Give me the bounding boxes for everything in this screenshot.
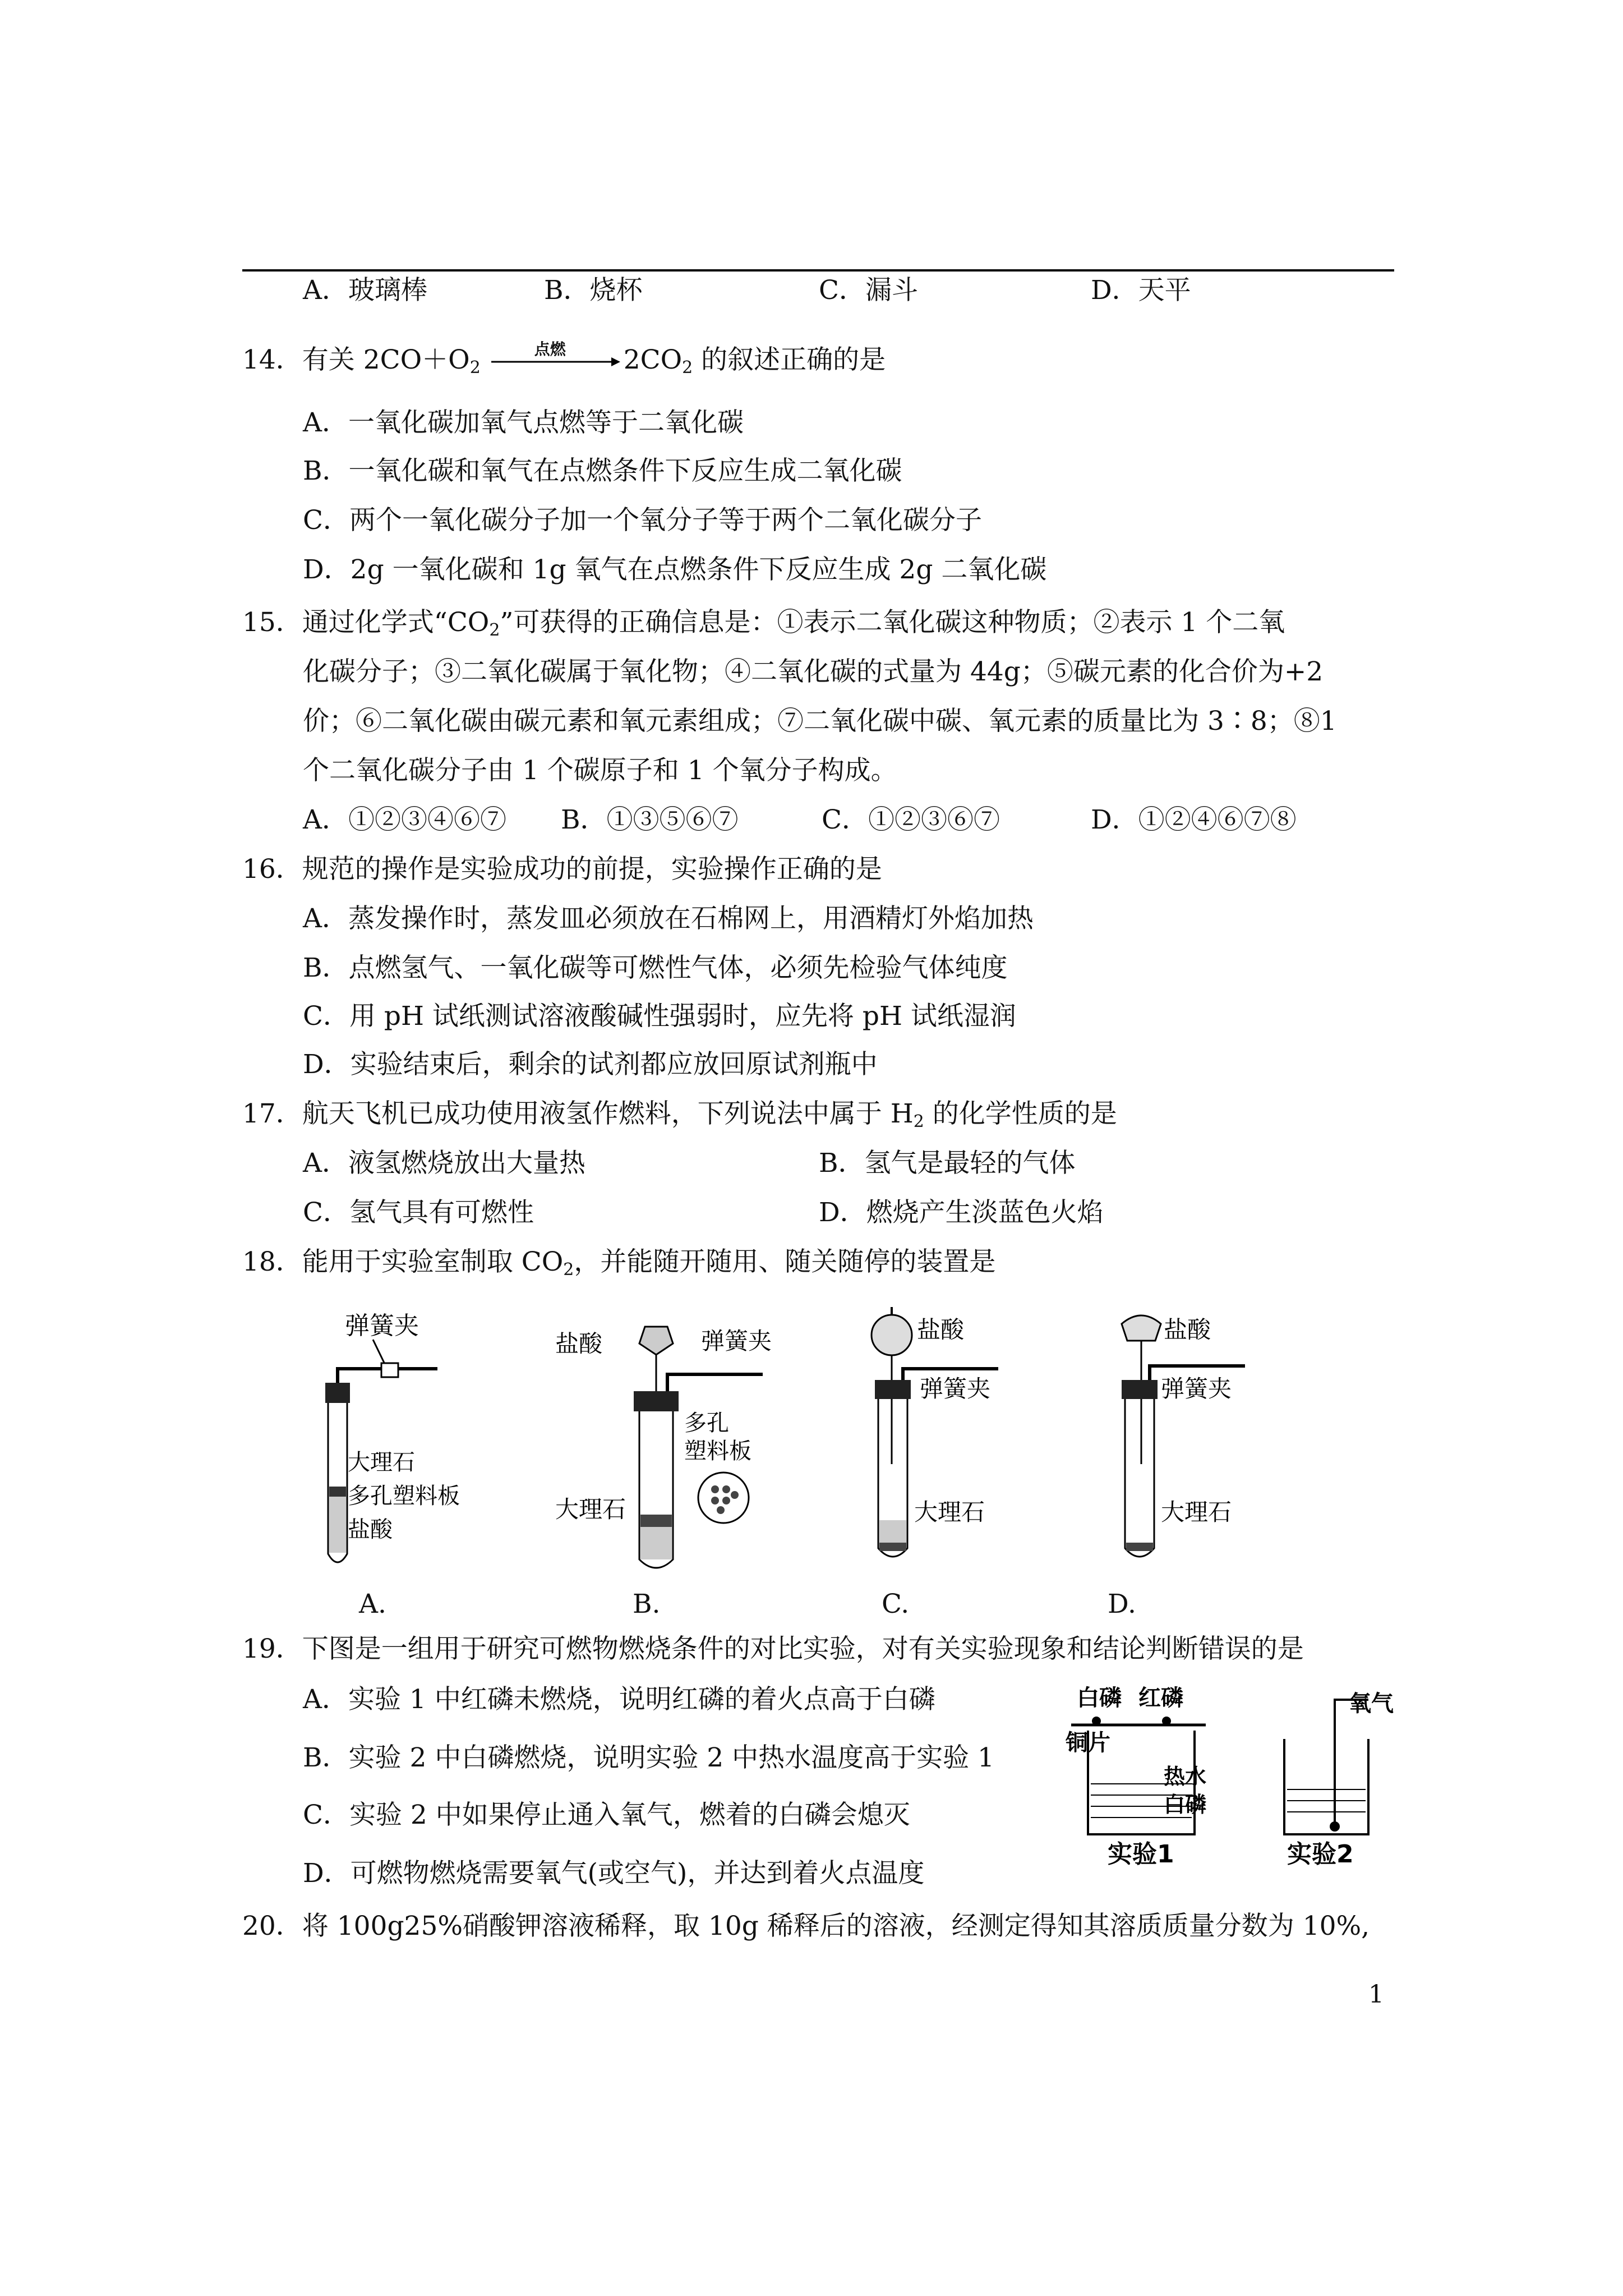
label-marble: 大理石	[1161, 1498, 1232, 1526]
q16-option-d: D．实验结束后，剩余的试剂都应放回原试剂瓶中	[303, 1049, 878, 1080]
label-clip: 弹簧夹	[920, 1375, 991, 1402]
q14-stem: 14．有关 $2CO+O_2$ 点燃 $2CO_2$ 的叙述正确的是	[242, 343, 886, 379]
apparatus-c-figure	[858, 1296, 1094, 1595]
label-acid: 盐酸	[1164, 1316, 1211, 1343]
q17-option-d: D．燃烧产生淡蓝色火焰	[819, 1197, 1104, 1228]
label-oxygen: 氧气	[1349, 1691, 1394, 1717]
apparatus-a-diagram	[292, 1301, 527, 1593]
q19-option-c: C．实验 2 中如果停止通入氧气，燃着的白磷会熄灭	[303, 1800, 910, 1830]
q15-option-a: A．①②③④⑥⑦	[303, 804, 506, 835]
arrow-icon	[491, 345, 621, 379]
label-exp1: 实验1	[1108, 1840, 1174, 1869]
q13-option-b: B．烧杯	[544, 275, 643, 306]
combustion-experiment-diagram	[1066, 1677, 1402, 1890]
label-plate-1: 多孔	[684, 1410, 729, 1436]
label-white-phosphorus: 白磷	[1077, 1685, 1122, 1711]
apparatus-b-diagram	[555, 1301, 824, 1593]
q15-stem-line1: 15．通过化学式“$CO_2$”可获得的正确信息是：①表示二氧化碳这种物质；②表示 1 个二氧	[242, 607, 1285, 640]
label-acid: 盐酸	[348, 1517, 393, 1543]
apparatus-d-figure	[1099, 1296, 1335, 1595]
label-red-phosphorus: 红磷	[1138, 1685, 1183, 1711]
apparatus-b-caption: B.	[633, 1589, 661, 1619]
apparatus-c-caption: C.	[882, 1589, 910, 1619]
q19-option-d: D．可燃物燃烧需要氧气(或空气)，并达到着火点温度	[303, 1858, 925, 1889]
label-marble: 大理石	[555, 1496, 626, 1523]
q19-stem: 19．下图是一组用于研究可燃物燃烧条件的对比实验，对有关实验现象和结论判断错误的是	[242, 1634, 1304, 1664]
q19-option-b: B．实验 2 中白磷燃烧，说明实验 2 中热水温度高于实验 1	[303, 1742, 994, 1773]
q16-option-a: A．蒸发操作时，蒸发皿必须放在石棉网上，用酒精灯外焰加热	[303, 903, 1034, 934]
q20-stem-line1: 20．将 100g25%硝酸钾溶液稀释，取 10g 稀释后的溶液，经测定得知其溶质质量分数为 10%,	[242, 1911, 1370, 1941]
q16-option-c: C．用 pH 试纸测试溶液酸碱性强弱时，应先将 pH 试纸湿润	[303, 1001, 1016, 1032]
q17-option-c: C．氢气具有可燃性	[303, 1197, 534, 1228]
page-number: 1	[1368, 1980, 1384, 2009]
label-plate: 多孔塑料板	[348, 1483, 460, 1509]
label-clip: 弹簧夹	[1161, 1375, 1232, 1402]
apparatus-d-diagram	[1099, 1296, 1335, 1593]
top-rule	[242, 269, 1394, 272]
label-copper: 铜片	[1066, 1730, 1110, 1756]
label-marble: 大理石	[914, 1498, 985, 1526]
q17-option-b: B．氢气是最轻的气体	[819, 1148, 1076, 1179]
label-acid: 盐酸	[917, 1316, 965, 1343]
label-marble: 大理石	[348, 1450, 415, 1475]
q13-option-a: A．玻璃棒	[303, 275, 427, 306]
label-acid: 盐酸	[555, 1330, 603, 1358]
q14-option-a: A．一氧化碳加氧气点燃等于二氧化碳	[303, 407, 744, 438]
label-hot-water: 热水	[1164, 1764, 1207, 1789]
q14-option-c: C．两个一氧化碳分子加一个氧分子等于两个二氧化碳分子	[303, 505, 982, 536]
q15-option-c: C．①②③⑥⑦	[822, 804, 1000, 835]
q17-stem: 17．航天飞机已成功使用液氢作燃料，下列说法中属于 $H_2$ 的化学性质的是	[242, 1098, 1117, 1131]
apparatus-a-figure	[292, 1301, 527, 1595]
combustion-experiment-figure	[1066, 1677, 1402, 1893]
q18-stem: 18．能用于实验室制取 $CO_2$，并能随开随用、随关随停的装置是	[242, 1246, 996, 1280]
apparatus-d-caption: D.	[1108, 1589, 1136, 1619]
label-exp2: 实验2	[1287, 1840, 1354, 1869]
q14-option-d: D．2g 一氧化碳和 1g 氧气在点燃条件下反应生成 2g 二氧化碳	[303, 554, 1047, 585]
q15-option-d: D．①②④⑥⑦⑧	[1091, 804, 1297, 835]
label-white-phosphorus-2: 白磷	[1164, 1792, 1207, 1817]
q15-stem-line4: 个二氧化碳分子由 1 个碳原子和 1 个氧分子构成。	[303, 755, 897, 786]
q15-stem-line3: 价；⑥二氧化碳由碳元素和氧元素组成；⑦二氧化碳中碳、氧元素的质量比为 3∶8；⑧1	[303, 706, 1337, 737]
label-clip: 弹簧夹	[345, 1312, 419, 1340]
label-plate-2: 塑料板	[684, 1438, 751, 1464]
q17-option-a: A．液氢燃烧放出大量热	[303, 1148, 585, 1179]
q16-option-b: B．点燃氢气、一氧化碳等可燃性气体，必须先检验气体纯度	[303, 953, 1008, 983]
apparatus-a-caption: A.	[359, 1589, 386, 1619]
q13-option-d: D．天平	[1091, 275, 1191, 306]
reaction-arrow	[491, 340, 621, 379]
q13-option-c: C．漏斗	[819, 275, 918, 306]
label-clip: 弹簧夹	[701, 1327, 772, 1355]
apparatus-c-diagram	[858, 1296, 1094, 1593]
arrow-condition-label: 点燃	[534, 340, 566, 358]
apparatus-b-figure	[555, 1301, 824, 1595]
q16-stem: 16．规范的操作是实验成功的前提，实验操作正确的是	[242, 854, 882, 885]
q19-option-a: A．实验 1 中红磷未燃烧，说明红磷的着火点高于白磷	[303, 1684, 935, 1715]
q15-stem-line2: 化碳分子；③二氧化碳属于氧化物；④二氧化碳的式量为 44g；⑤碳元素的化合价为+2	[303, 656, 1324, 687]
q15-option-b: B．①③⑤⑥⑦	[561, 804, 739, 835]
q14-option-b: B．一氧化碳和氧气在点燃条件下反应生成二氧化碳	[303, 455, 902, 486]
